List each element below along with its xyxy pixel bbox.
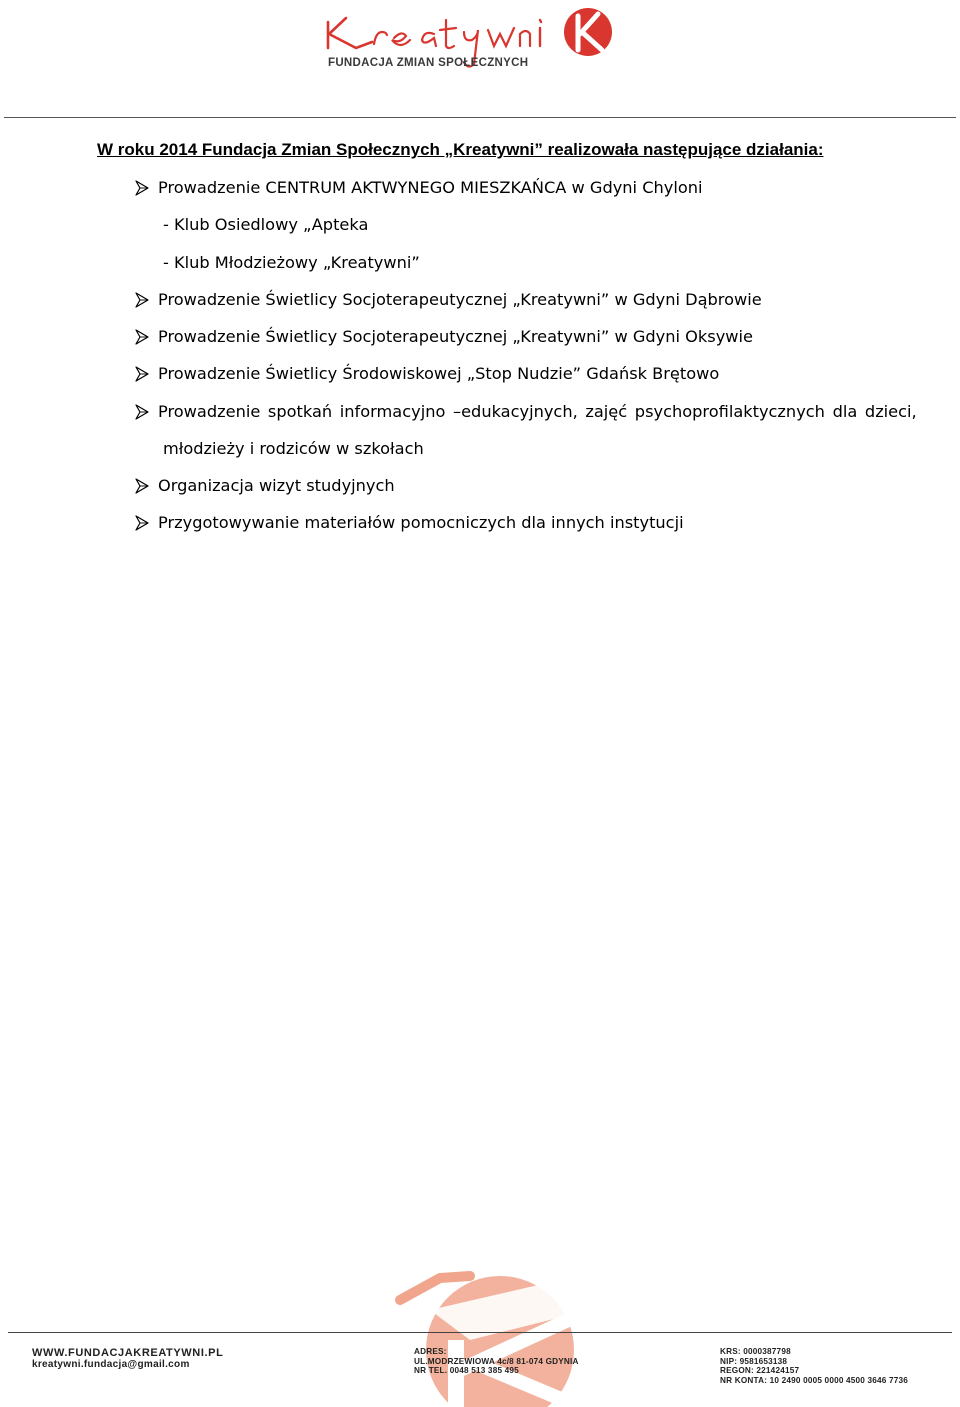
krs-number: KRS: 0000387798 [720, 1347, 791, 1356]
arrowhead-bullet-icon [135, 180, 149, 196]
footer-k-graphic [360, 1270, 650, 1407]
page-header [0, 0, 960, 118]
arrowhead-bullet-icon [135, 366, 149, 382]
k-circle-logo-icon [564, 8, 612, 56]
registration-block [720, 1347, 908, 1385]
bank-account: NR KONTA: 10 2490 0005 0000 4500 3646 7736 [720, 1375, 909, 1385]
arrowhead-bullet-icon [135, 292, 149, 308]
arrowhead-bullet-icon [135, 329, 149, 345]
document-title: W roku 2014 Fundacja Zmian Społecznych „Kreatywni” realizowała następujące działania: [97, 140, 824, 159]
header-divider [4, 117, 956, 118]
street-address: UL.MODRZEWIOWA 4c/8 81-074 GDYNIA [414, 1356, 579, 1366]
address-block [414, 1347, 579, 1376]
organization-name: FUNDACJA ZMIAN SPOŁECZNYCH [328, 57, 529, 69]
arrowhead-bullet-icon [135, 404, 149, 420]
footer-divider [8, 1332, 952, 1333]
arrowhead-bullet-icon [135, 478, 149, 494]
email-link[interactable]: kreatywni.fundacja@gmail.com [32, 1359, 190, 1370]
website-link[interactable]: WWW.FUNDACJAKREATYWNI.PL [32, 1347, 224, 1359]
page-footer [0, 1270, 960, 1407]
nip-number: NIP: 9581653138 [720, 1356, 788, 1366]
phone-number: NR TEL. 0048 513 385 495 [414, 1366, 519, 1375]
arrowhead-bullet-icon [135, 515, 149, 531]
address-label: ADRES: [414, 1347, 447, 1356]
regon-number: REGON: 221424157 [720, 1366, 800, 1375]
